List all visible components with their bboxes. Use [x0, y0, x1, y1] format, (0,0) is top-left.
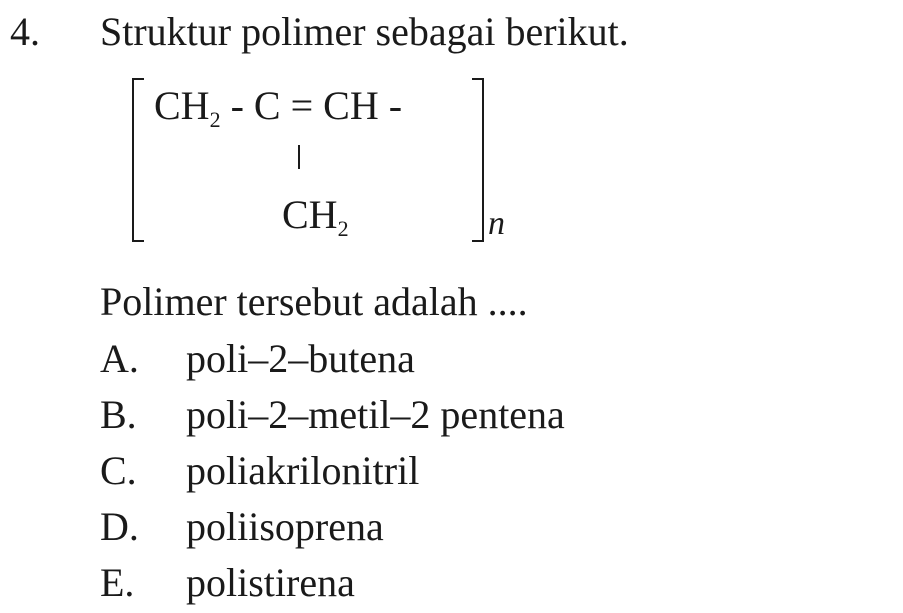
option-letter: B. — [100, 392, 137, 437]
option-text: poli–2–metil–2 pentena — [186, 392, 565, 437]
answer-options — [100, 333, 565, 613]
option-text: polistirena — [186, 560, 355, 605]
branch-ch2-group: $CH_2$ — [282, 192, 349, 241]
option-text: poliakrilonitril — [186, 448, 420, 493]
option-b[interactable] — [100, 389, 565, 445]
right-bracket — [472, 78, 484, 242]
main-chain — [154, 82, 402, 144]
repeat-subscript-n: n — [488, 205, 505, 242]
double-bond: = — [290, 83, 314, 128]
ch-group: CH — [323, 83, 379, 128]
option-e[interactable] — [100, 557, 565, 613]
question-number: 4. — [10, 9, 40, 54]
question-prompt: Polimer tersebut adalah .... — [100, 279, 528, 324]
single-bond: - — [230, 83, 244, 128]
polymer-structure-formula — [120, 78, 540, 248]
option-c[interactable] — [100, 445, 565, 501]
option-letter: C. — [100, 448, 137, 493]
option-letter: E. — [100, 560, 135, 605]
chain-ch2-group: $CH_2$ — [154, 83, 221, 132]
end-bond: - — [388, 83, 403, 128]
carbon-atom: C — [253, 83, 281, 128]
option-text: poliisoprena — [186, 504, 384, 549]
option-a[interactable] — [100, 333, 565, 389]
option-letter: D. — [100, 504, 139, 549]
option-text: poli–2–butena — [186, 336, 415, 381]
question-stem: Struktur polimer sebagai berikut. — [100, 9, 629, 54]
option-letter: A. — [100, 336, 139, 381]
vertical-bond — [298, 145, 300, 169]
option-d[interactable] — [100, 501, 565, 557]
left-bracket — [132, 78, 144, 242]
